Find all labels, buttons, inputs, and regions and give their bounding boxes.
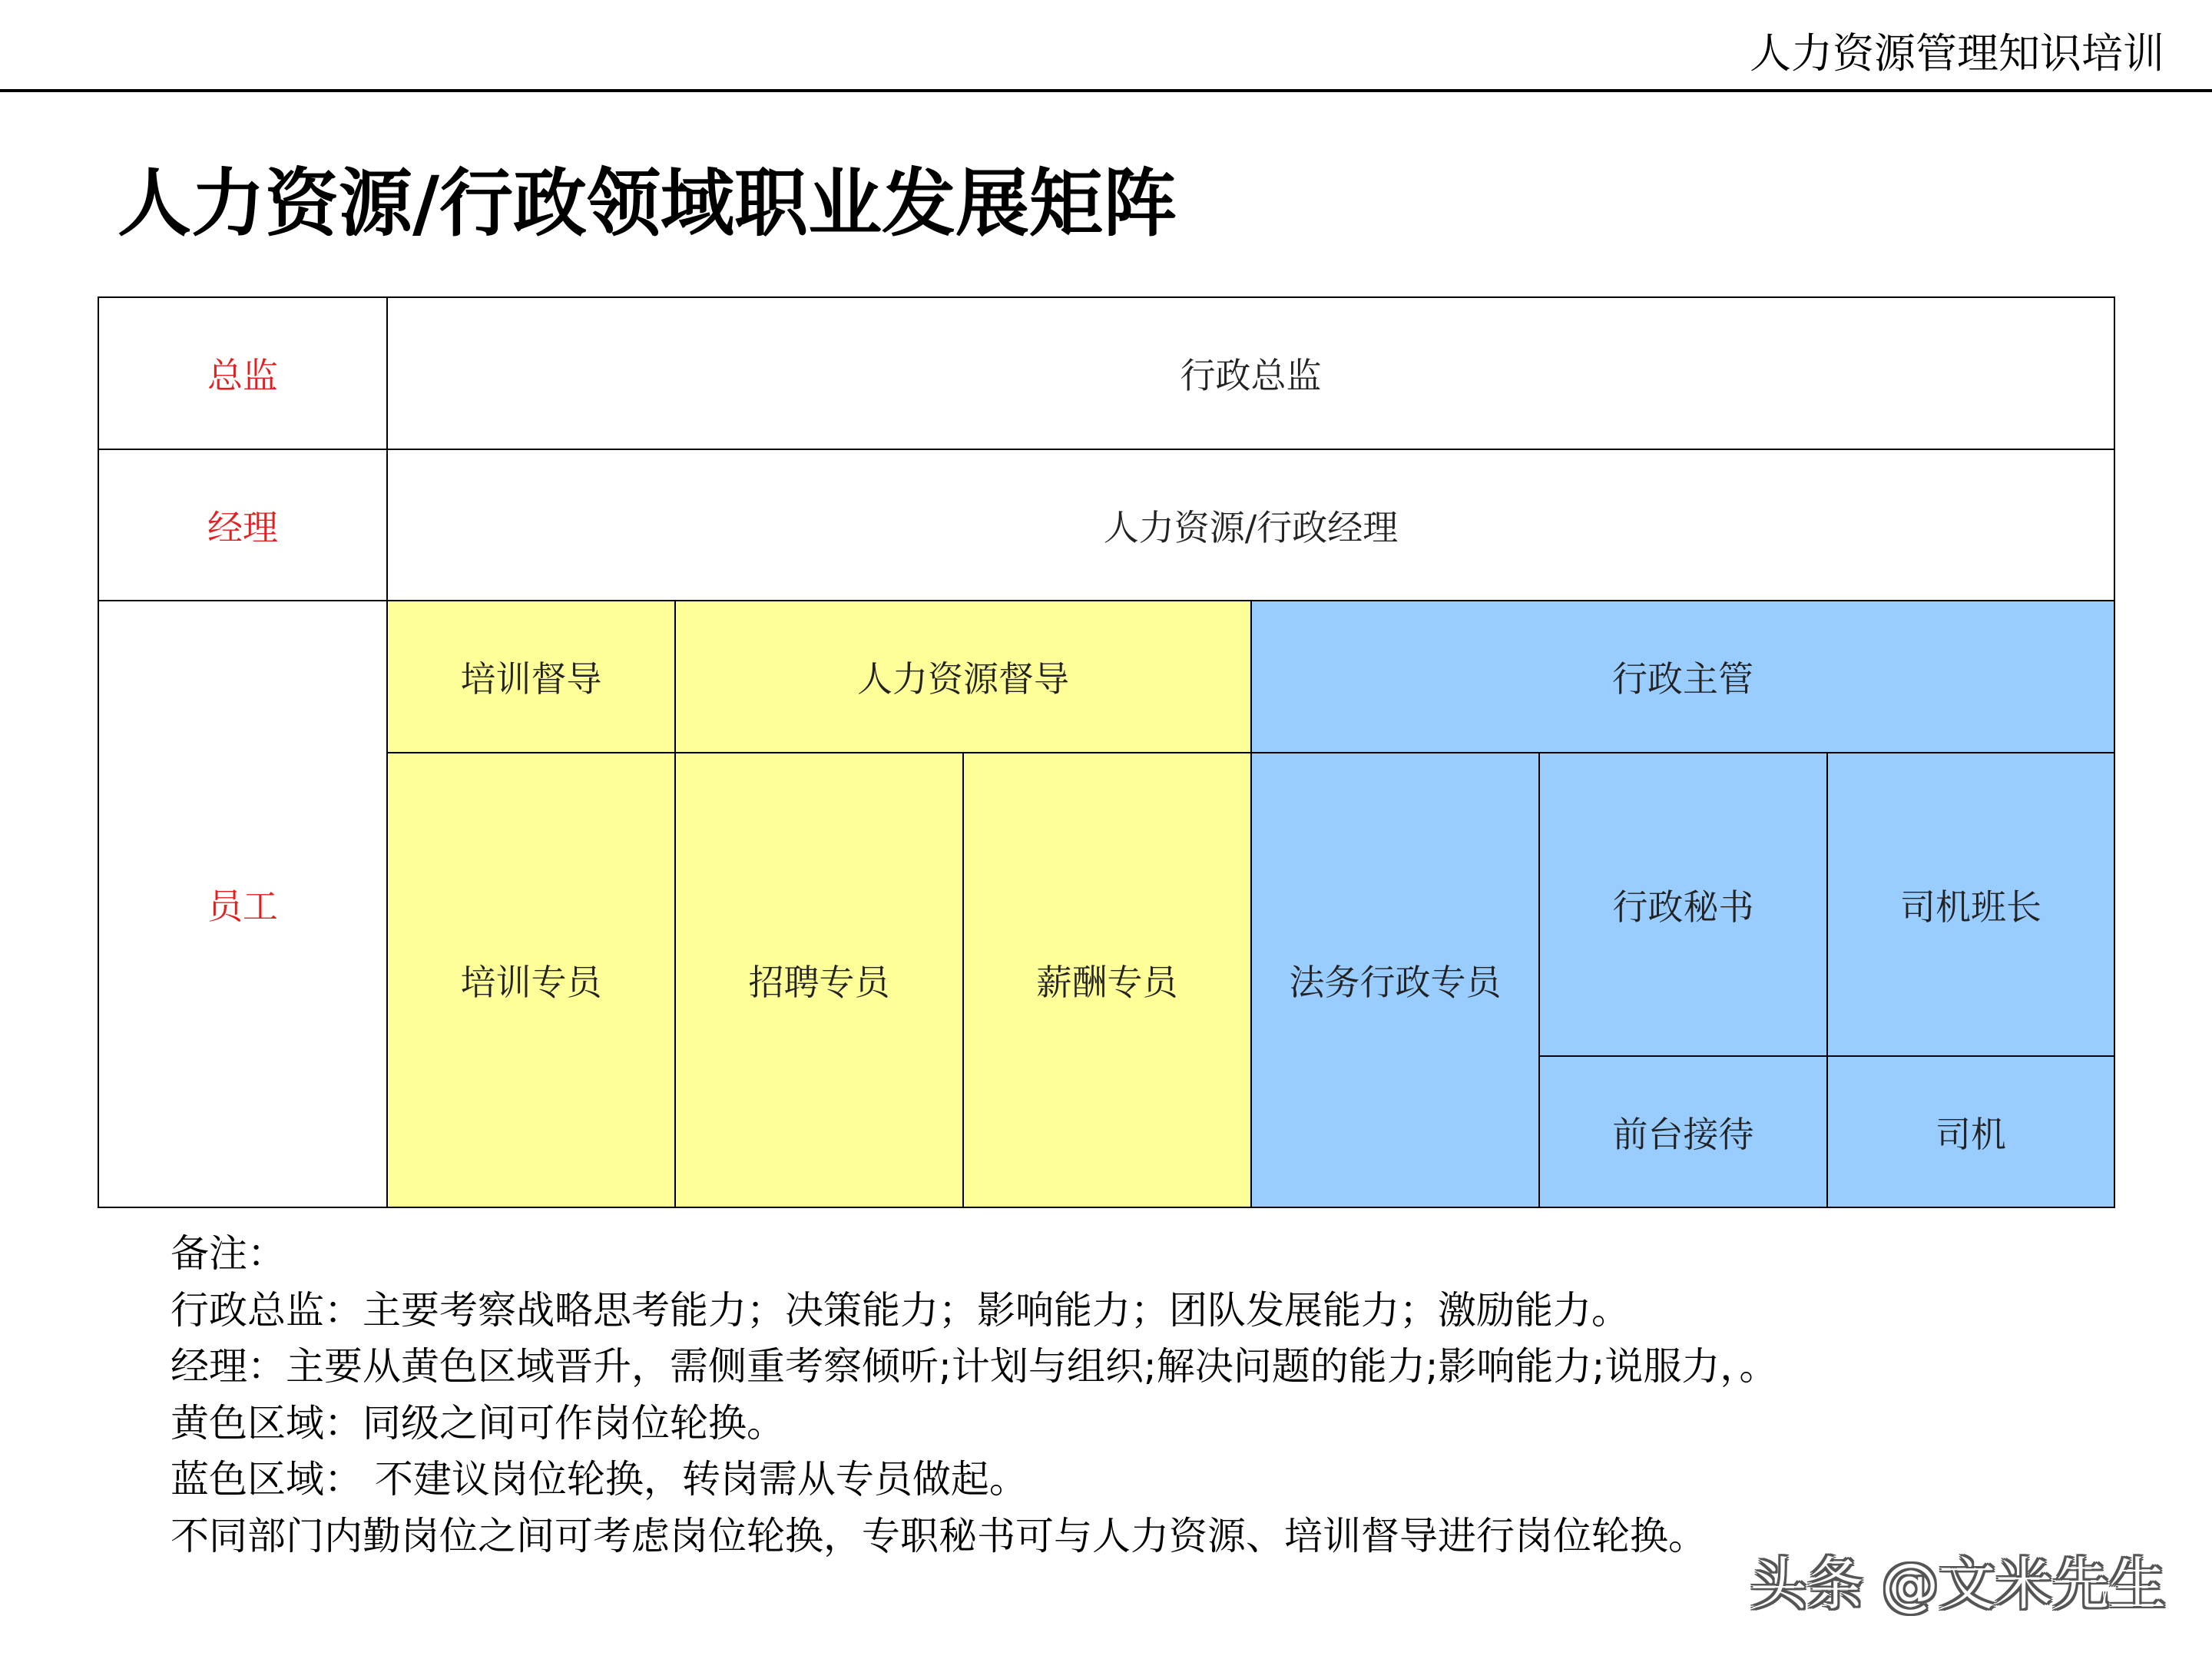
- cell-driver-lead: 司机班长: [1826, 752, 2115, 1057]
- career-matrix: [98, 296, 2115, 1208]
- cell-admin-secretary: 行政秘书: [1538, 752, 1828, 1057]
- cell-admin-supervisor: 行政主管: [1250, 600, 2115, 753]
- header-divider: [0, 89, 2212, 92]
- cell-training-specialist: 培训专员: [386, 752, 676, 1208]
- watermark: 头条 @文米先生: [1750, 1551, 2166, 1618]
- note-line: 行政总监：主要考察战略思考能力；决策能力；影响能力；团队发展能力；激励能力。: [171, 1287, 1630, 1333]
- note-line: 不同部门内勤岗位之间可考虑岗位轮换，专职秘书可与人力资源、培训督导进行岗位轮换。: [171, 1513, 1707, 1558]
- header-title: 人力资源管理知识培训: [1750, 29, 2164, 78]
- notes-section: [171, 1226, 1777, 1565]
- page-title: 人力资源/行政领域职业发展矩阵: [118, 161, 1177, 247]
- cell-hr-supervisor: 人力资源督导: [674, 600, 1252, 753]
- cell-admin-director: 行政总监: [386, 296, 2115, 450]
- row-label-staff: 员工: [98, 600, 388, 1208]
- cell-recruit-specialist: 招聘专员: [674, 752, 964, 1208]
- note-line: 经理：主要从黄色区域晋升，需侧重考察倾听;计划与组织;解决问题的能力;影响能力;说服力，。: [171, 1344, 1778, 1389]
- row-label-director: 总监: [98, 296, 388, 450]
- row-label-manager: 经理: [98, 449, 388, 601]
- cell-reception: 前台接待: [1538, 1055, 1828, 1208]
- note-line: 黄色区域：同级之间可作岗位轮换。: [171, 1400, 785, 1445]
- cell-legal-admin-specialist: 法务行政专员: [1250, 752, 1540, 1208]
- cell-training-supervisor: 培训督导: [386, 600, 676, 753]
- cell-salary-specialist: 薪酬专员: [962, 752, 1252, 1208]
- note-line: 蓝色区域： 不建议岗位轮换，转岗需从专员做起。: [171, 1457, 1028, 1502]
- notes-heading: 备注：: [171, 1231, 286, 1276]
- cell-hr-admin-manager: 人力资源/行政经理: [386, 449, 2115, 601]
- cell-driver: 司机: [1826, 1055, 2115, 1208]
